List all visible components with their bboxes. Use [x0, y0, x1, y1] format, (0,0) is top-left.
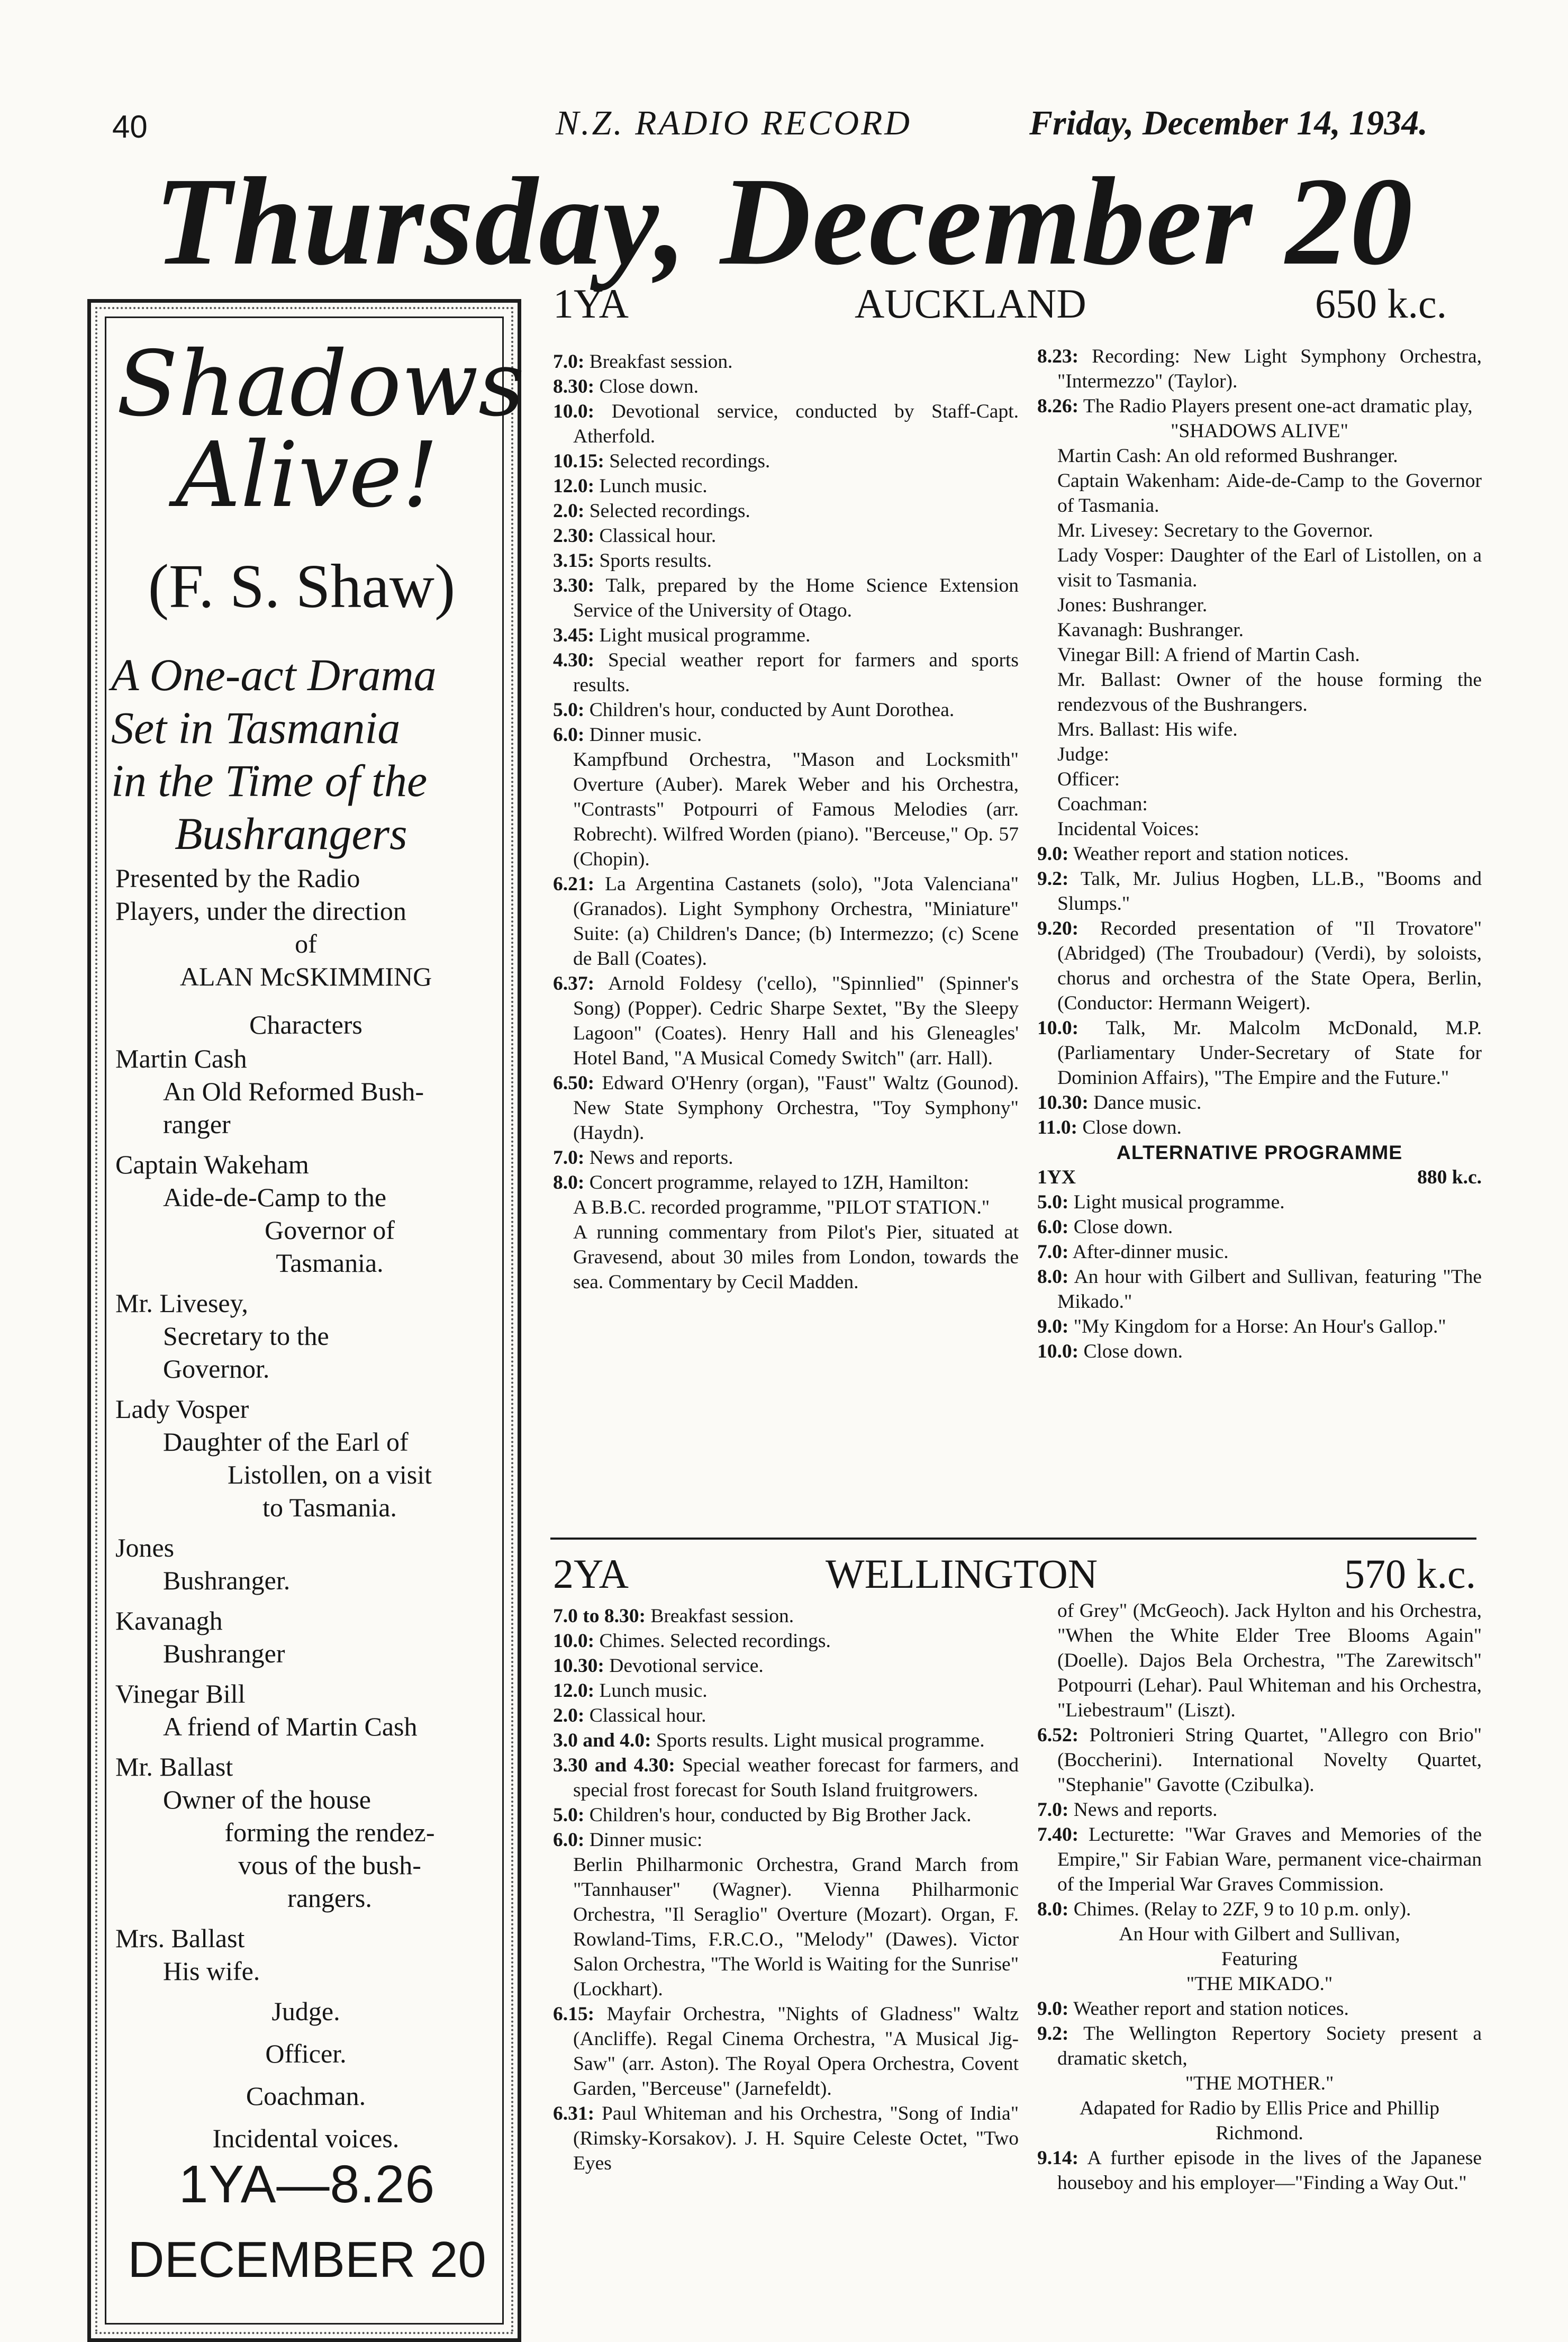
schedule-entry — [1037, 792, 1482, 817]
schedule-time: 7.0 to 8.30: — [553, 1605, 646, 1627]
schedule-time: 12.0: — [553, 1680, 595, 1702]
schedule-text: Breakfast session. — [650, 1605, 794, 1627]
schedule-entry — [553, 548, 1019, 573]
schedule-text: Martin Cash: An old reformed Bushranger. — [1057, 445, 1398, 467]
character-name: Kavanagh — [115, 1606, 223, 1635]
page-number: 40 — [112, 109, 148, 144]
schedule-time: 6.37: — [553, 973, 595, 994]
schedule-time: 3.30: — [553, 575, 595, 596]
schedule-time: 3.45: — [553, 625, 595, 646]
schedule-text: Close down. — [1083, 1341, 1183, 1362]
schedule-time: 6.0: — [553, 724, 585, 746]
schedule-entry — [553, 399, 1019, 449]
schedule-time: 3.15: — [553, 550, 595, 572]
schedule-entry — [553, 374, 1019, 399]
schedule-centered-line: "THE MOTHER." — [1185, 2073, 1334, 2094]
schedule-text: Close down. — [1082, 1117, 1182, 1138]
alternative-programme-heading: ALTERNATIVE PROGRAMME — [1116, 1141, 1403, 1163]
schedule-time: 8.30: — [553, 376, 595, 397]
schedule-time: 9.14: — [1037, 2147, 1079, 2169]
character-name: Vinegar Bill — [115, 1679, 246, 1708]
schedule-text: Classical hour. — [599, 525, 717, 547]
schedule-text: Coachman: — [1057, 793, 1148, 815]
schedule-entry — [553, 1678, 1019, 1703]
schedule-entry — [553, 1828, 1019, 1852]
schedule-entry — [1037, 643, 1482, 667]
schedule-entry — [1037, 543, 1482, 593]
alternative-station-freq: 880 k.c. — [1417, 1167, 1482, 1188]
schedule-entry — [1037, 593, 1482, 618]
schedule-time: 10.30: — [553, 1655, 604, 1677]
schedule-entry — [1037, 2021, 1482, 2071]
character-description: to Tasmania. — [262, 1493, 397, 1522]
schedule-text: A further episode in the lives of the Japanese houseboy and his employer—"Finding a Way Out." — [1057, 2147, 1482, 2194]
character-description: ranger — [163, 1109, 231, 1139]
schedule-entry — [553, 1852, 1019, 2002]
schedule-entry — [553, 698, 1019, 722]
schedule-text: Judge: — [1057, 744, 1109, 765]
schedule-text: Lady Vosper: Daughter of the Earl of Listollen, on a visit to Tasmania. — [1057, 545, 1482, 591]
schedule-time: 8.0: — [1037, 1266, 1069, 1288]
schedule-time: 9.2: — [1037, 868, 1069, 890]
schedule-entry — [553, 1753, 1019, 1803]
character-name: Mrs. Ballast — [115, 1923, 245, 1953]
schedule-time: 5.0: — [553, 1804, 585, 1826]
schedule-time: 3.30 and 4.30: — [553, 1755, 675, 1776]
schedule-1ya-column-2 — [1037, 344, 1482, 1364]
alternative-programme-list — [1037, 1190, 1482, 1364]
schedule-entry — [1037, 1822, 1482, 1897]
character-description: Daughter of the Earl of — [163, 1427, 409, 1457]
schedule-entry — [1037, 444, 1482, 468]
schedule-text: Breakfast session. — [589, 351, 733, 373]
character-name: Martin Cash — [115, 1044, 247, 1073]
schedule-time: 9.0: — [1037, 843, 1069, 865]
schedule-entry — [553, 1803, 1019, 1828]
schedule-entry — [1037, 667, 1482, 717]
character-entry — [115, 1392, 496, 1524]
schedule-text: Special weather forecast for farmers, and special frost forecast for South Island fruitgrowers. — [573, 1755, 1019, 1801]
schedule-time: 6.31: — [553, 2103, 595, 2124]
alternative-station-call: 1YX — [1037, 1167, 1076, 1188]
schedule-time: 9.0: — [1037, 1998, 1069, 2020]
schedule-text: Selected recordings. — [609, 450, 771, 472]
schedule-text: Close down. — [599, 376, 699, 397]
schedule-time: 5.0: — [553, 699, 585, 721]
schedule-centered-line: "SHADOWS ALIVE" — [1171, 420, 1348, 442]
schedule-text: Berlin Philharmonic Orchestra, Grand March from "Tannhauser" (Wagner). Vienna Philharmonic Orchestra, "Il Seraglio" Overture (Mozart). Organ, F. Rowland-Tims, F.R.C.O., "Melody" (Dawes). Victor Salon Orchestra, "The World is Waiting for the Sunrise" (Lockhart). — [573, 1854, 1019, 2000]
schedule-entry — [1037, 866, 1482, 916]
schedule-text: Mayfair Orchestra, "Nights of Gladness" Waltz (Ancliffe). Regal Cinema Orchestra, "A Musical Jig-Saw" (arr. Aston). The Royal Opera Orchestra, Covent Garden, "Berceuse" (Jarnefeldt). — [573, 2003, 1019, 2100]
schedule-text: An hour with Gilbert and Sullivan, featuring "The Mikado." — [1057, 1266, 1482, 1313]
schedule-text: Concert programme, relayed to 1ZH, Hamilton: — [589, 1172, 969, 1193]
character-name: Mr. Ballast — [115, 1752, 233, 1782]
schedule-text: The Wellington Repertory Society present a dramatic sketch, — [1057, 2023, 1482, 2069]
schedule-text: Vinegar Bill: A friend of Martin Cash. — [1057, 644, 1360, 666]
station-call-1ya: 1YA — [553, 281, 629, 327]
schedule-entry — [1037, 916, 1482, 1016]
schedule-2ya-column-1 — [553, 1604, 1019, 2176]
schedule-entry — [1037, 1797, 1482, 1822]
schedule-text: Devotional service. — [609, 1655, 764, 1677]
character-description: His wife. — [163, 1956, 260, 1986]
station-call-2ya: 2YA — [553, 1551, 629, 1597]
character-entry — [115, 1604, 496, 1670]
character-name: Lady Vosper — [115, 1394, 249, 1424]
schedule-text: Paul Whiteman and his Orchestra, "Song of India" (Rimsky-Korsakov). J. H. Squire Celeste Octet, "Two Eyes — [573, 2103, 1019, 2174]
schedule-text: Lunch music. — [599, 1680, 708, 1702]
schedule-entry — [1037, 518, 1482, 543]
schedule-entry — [553, 1728, 1019, 1753]
schedule-text: Arnold Foldesy ('cello), "Spinnlied" (Spinner's Song) (Popper). Cedric Sharpe Sextet, "By the Sleepy Lagoon" (Coates). Henry Hall and his Gleneagles' Hotel Band, "A Musical Comedy Switch" (arr. Hall). — [573, 973, 1019, 1069]
extra-character: Officer. — [265, 2039, 347, 2068]
schedule-time: 6.15: — [553, 2003, 595, 2025]
schedule-time: 7.0: — [1037, 1799, 1069, 1821]
character-description: An Old Reformed Bush- — [163, 1077, 424, 1106]
character-description: Owner of the house — [163, 1785, 371, 1814]
advert-title: Shadows Alive! — [116, 332, 525, 528]
advert-broadcast-time: 1YA—8.26 — [178, 2155, 436, 2214]
character-entry — [115, 1922, 496, 1987]
characters-heading: Characters — [249, 1010, 362, 1039]
schedule-text: News and reports. — [1073, 1799, 1218, 1821]
schedule-entry — [553, 573, 1019, 623]
schedule-time: 6.21: — [553, 873, 595, 895]
schedule-entry — [553, 2101, 1019, 2176]
station-city-wellington: WELLINGTON — [826, 1551, 1098, 1597]
schedule-text: Dinner music: — [589, 1829, 703, 1851]
schedule-time: 10.0: — [1037, 1017, 1079, 1039]
schedule-entry — [553, 1220, 1019, 1295]
schedule-text: Lecturette: "War Graves and Memories of the Empire," Sir Fabian Ware, permanent vice-chairman of the Imperial War Graves Commission. — [1057, 1824, 1482, 1895]
station-freq-2ya: 570 k.c. — [1344, 1551, 1476, 1597]
character-description: Bushranger. — [163, 1566, 291, 1595]
issue-date: Friday, December 14, 1934. — [1029, 104, 1428, 142]
schedule-text: Kampfbund Orchestra, "Mason and Locksmith" Overture (Auber). Marek Weber and his Orchestra, "Contrasts" Potpourri of Famous Melodies (arr. Robrecht). Wilfred Worden (piano). "Berceuse," Op. 57 (Chopin). — [573, 749, 1019, 870]
schedule-time: 8.0: — [553, 1172, 585, 1193]
extra-character: Incidental voices. — [212, 2123, 400, 2153]
schedule-entry — [1037, 2146, 1482, 2195]
schedule-text: A running commentary from Pilot's Pier, situated at Gravesend, about 30 miles from London, towards the sea. Commentary by Cecil Madden. — [573, 1222, 1019, 1293]
character-description: Governor of — [265, 1215, 395, 1245]
schedule-entry — [553, 747, 1019, 872]
schedule-text: A B.B.C. recorded programme, "PILOT STATION." — [573, 1197, 990, 1218]
schedule-time: 8.0: — [1037, 1898, 1069, 1920]
schedule-entry — [553, 499, 1019, 523]
schedule-entry — [553, 722, 1019, 747]
schedule-entry — [1037, 717, 1482, 742]
schedule-text: Captain Wakenham: Aide-de-Camp to the Governor of Tasmania. — [1057, 470, 1482, 517]
character-entry — [115, 1042, 496, 1141]
schedule-time: 4.30: — [553, 649, 595, 671]
schedule-time: 3.0 and 4.0: — [553, 1730, 651, 1751]
schedule-entry — [553, 648, 1019, 698]
schedule-text: Children's hour, conducted by Big Brother Jack. — [589, 1804, 972, 1826]
schedule-time: 10.0: — [553, 401, 595, 422]
schedule-text: Poltronieri String Quartet, "Allegro con Brio" (Boccherini). International Novelty Quartet, "Stephanie" Gavotte (Czibulka). — [1057, 1724, 1482, 1796]
schedule-entry — [553, 523, 1019, 548]
schedule-centered-line: An Hour with Gilbert and Sullivan, — [1119, 1923, 1400, 1945]
schedule-text: Classical hour. — [589, 1705, 706, 1726]
section-divider — [550, 1538, 1476, 1540]
schedule-centered-line: Featuring — [1221, 1948, 1298, 1970]
extra-character: Coachman. — [246, 2081, 366, 2111]
schedule-entry — [1037, 1190, 1482, 1215]
schedule-time: 11.0: — [1037, 1117, 1078, 1138]
schedule-text: Weather report and station notices. — [1073, 843, 1349, 865]
publication-name: N.Z. RADIO RECORD — [556, 104, 912, 142]
character-description: Bushranger — [163, 1639, 285, 1668]
schedule-time: 7.0: — [553, 1147, 585, 1169]
schedule-text: Incidental Voices: — [1057, 818, 1200, 840]
schedule-entry — [1037, 1016, 1482, 1090]
advert-presented-by: Presented by the Radio Players, under the direction of ALAN McSKIMMING — [115, 863, 432, 991]
schedule-entry — [1037, 1090, 1482, 1115]
schedule-time: 2.0: — [553, 500, 585, 522]
schedule-text: Dinner music. — [589, 724, 702, 746]
schedule-text: Recording: New Light Symphony Orchestra, "Intermezzo" (Taylor). — [1057, 346, 1482, 392]
character-name: Jones — [115, 1533, 175, 1562]
advert-characters — [115, 1008, 496, 2164]
character-description: Aide-de-Camp to the — [163, 1182, 387, 1212]
schedule-time: 5.0: — [1037, 1191, 1069, 1213]
schedule-text: News and reports. — [589, 1147, 733, 1169]
schedule-entry — [1037, 1314, 1482, 1339]
schedule-time: 10.0: — [553, 1630, 595, 1652]
schedule-text: Sports results. — [599, 550, 712, 572]
schedule-time: 9.2: — [1037, 2023, 1069, 2045]
schedule-time: 6.52: — [1037, 1724, 1079, 1746]
schedule-entry — [1037, 742, 1482, 767]
station-freq-1ya: 650 k.c. — [1315, 281, 1447, 327]
schedule-entry — [1037, 1598, 1482, 1723]
schedule-entry — [553, 1653, 1019, 1678]
character-entry — [115, 1531, 496, 1597]
schedule-entry — [1037, 344, 1482, 394]
schedule-text: Special weather report for farmers and sports results. — [573, 649, 1019, 696]
schedule-entry — [1037, 842, 1482, 866]
schedule-text: Jones: Bushranger. — [1057, 594, 1208, 616]
schedule-entry — [1037, 468, 1482, 518]
advert-author: (F. S. Shaw) — [148, 551, 456, 621]
advert-broadcast-date: DECEMBER 20 — [128, 2231, 486, 2288]
character-description: Tasmania. — [276, 1248, 384, 1278]
schedule-time: 10.30: — [1037, 1092, 1089, 1114]
schedule-entry — [553, 349, 1019, 374]
schedule-text: Selected recordings. — [589, 500, 750, 522]
schedule-entry — [1037, 1897, 1482, 1922]
schedule-text: Kavanagh: Bushranger. — [1057, 619, 1244, 641]
character-description: vous of the bush- — [238, 1850, 421, 1880]
schedule-time: 9.20: — [1037, 918, 1079, 939]
schedule-text: Talk, prepared by the Home Science Extension Service of the University of Otago. — [573, 575, 1019, 621]
schedule-text: "My Kingdom for a Horse: An Hour's Gallop." — [1073, 1316, 1446, 1337]
schedule-entry — [1037, 1339, 1482, 1364]
schedule-text: Chimes. (Relay to 2ZF, 9 to 10 p.m. only). — [1073, 1898, 1411, 1920]
schedule-text: Sports results. Light musical programme. — [656, 1730, 985, 1751]
schedule-text: Dance music. — [1093, 1092, 1202, 1114]
schedule-text: Children's hour, conducted by Aunt Dorothea. — [589, 699, 955, 721]
schedule-time: 7.0: — [1037, 1241, 1069, 1263]
schedule-entry — [1037, 767, 1482, 792]
schedule-centered-line: "THE MIKADO." — [1186, 1973, 1333, 1995]
schedule-time: 10.15: — [553, 450, 604, 472]
character-description: A friend of Martin Cash — [163, 1712, 418, 1741]
schedule-entry — [1037, 394, 1482, 419]
schedule-time: 6.0: — [1037, 1216, 1069, 1238]
schedule-entry — [1037, 1723, 1482, 1797]
extra-character: Judge. — [271, 1996, 340, 2026]
schedule-entry — [1037, 1264, 1482, 1314]
character-description: forming the rendez- — [224, 1817, 435, 1847]
schedule-entry — [553, 1145, 1019, 1170]
schedule-text: Mr. Livesey: Secretary to the Governor. — [1057, 520, 1373, 541]
schedule-time: 8.26: — [1037, 395, 1079, 417]
schedule-time: 7.40: — [1037, 1824, 1079, 1846]
character-name: Captain Wakeham — [115, 1150, 309, 1179]
schedule-entry — [553, 2002, 1019, 2101]
schedule-time: 10.0: — [1037, 1341, 1079, 1362]
schedule-text: Devotional service, conducted by Staff-Capt. Atherfold. — [573, 401, 1019, 447]
schedule-text: Close down. — [1073, 1216, 1173, 1238]
schedule-entry — [1037, 1215, 1482, 1240]
schedule-time: 9.0: — [1037, 1316, 1069, 1337]
character-name: Mr. Livesey, — [115, 1288, 248, 1318]
schedule-time: 2.0: — [553, 1705, 585, 1726]
schedule-time: 7.0: — [553, 351, 585, 373]
alternative-station-row — [1037, 1165, 1482, 1190]
schedule-entry — [553, 872, 1019, 971]
schedule-entry — [553, 1170, 1019, 1195]
day-title: Thursday, December 20 — [154, 152, 1414, 291]
schedule-entry — [553, 971, 1019, 1071]
schedule-entry — [553, 623, 1019, 648]
schedule-entry — [1037, 1996, 1482, 2021]
schedule-entry — [553, 1703, 1019, 1728]
advert-subtitle: A One-act Drama Set in Tasmania in the Time of the Bushrangers — [111, 649, 437, 859]
schedule-time: 6.0: — [553, 1829, 585, 1851]
schedule-entry — [1037, 1115, 1482, 1140]
schedule-entry — [553, 1629, 1019, 1653]
schedule-entry — [553, 1195, 1019, 1220]
character-description: rangers. — [287, 1883, 372, 1913]
character-description: Listollen, on a visit — [227, 1460, 432, 1489]
schedule-1ya-column-1 — [553, 349, 1019, 1295]
schedule-entry — [1037, 1240, 1482, 1264]
schedule-2ya-column-2 — [1037, 1598, 1482, 2195]
schedule-text: Talk, Mr. Julius Hogben, LL.B., "Booms and Slumps." — [1057, 868, 1482, 915]
character-entry — [115, 1677, 496, 1743]
schedule-text: of Grey" (McGeoch). Jack Hylton and his Orchestra, "When the White Elder Tree Blooms Again" (Doelle). Dajos Bela Orchestra, "The Zarewitsch" Potpourri (Lehar). Paul Whiteman and his Orchestra, "Liebestraum" (Liszt). — [1057, 1600, 1482, 1721]
schedule-text: The Radio Players present one-act dramatic play, — [1083, 395, 1473, 417]
schedule-entry — [1037, 618, 1482, 643]
character-entry — [115, 1148, 496, 1279]
schedule-entry — [553, 474, 1019, 499]
schedule-centered-line: Adapated for Radio by Ellis Price and Phillip Richmond. — [1079, 2097, 1440, 2144]
schedule-text: Mrs. Ballast: His wife. — [1057, 719, 1238, 740]
schedule-time: 6.50: — [553, 1072, 595, 1094]
schedule-entry — [553, 1071, 1019, 1145]
schedule-text: Recorded presentation of "Il Trovatore" (Abridged) (The Troubadour) (Verdi), by soloists, chorus and orchestra of the State Opera, Berlin, (Conductor: Hermann Weigert). — [1057, 918, 1482, 1014]
character-description: Governor. — [163, 1354, 270, 1384]
character-entry — [115, 1750, 496, 1914]
schedule-text: After-dinner music. — [1072, 1241, 1229, 1263]
schedule-text: Lunch music. — [599, 475, 708, 497]
schedule-text: Weather report and station notices. — [1073, 1998, 1349, 2020]
character-entry — [115, 1287, 496, 1385]
schedule-text: Talk, Mr. Malcolm McDonald, M.P. (Parliamentary Under-Secretary of State for Dominion Affairs), "The Empire and the Future." — [1057, 1017, 1482, 1089]
schedule-text: Officer: — [1057, 768, 1120, 790]
character-description: Secretary to the — [163, 1321, 329, 1351]
schedule-entry — [553, 449, 1019, 474]
schedule-text: Light musical programme. — [599, 625, 811, 646]
schedule-entry — [1037, 817, 1482, 842]
schedule-time: 2.30: — [553, 525, 595, 547]
schedule-text: Light musical programme. — [1073, 1191, 1285, 1213]
schedule-time: 8.23: — [1037, 346, 1079, 367]
schedule-entry — [553, 1604, 1019, 1629]
schedule-text: La Argentina Castanets (solo), "Jota Valenciana" (Granados). Light Symphony Orchestra, "Miniature" Suite: (a) Children's Dance; (b) Intermezzo; (c) Scene de Ball (Coates). — [573, 873, 1019, 970]
schedule-text: Chimes. Selected recordings. — [599, 1630, 831, 1652]
schedule-time: 12.0: — [553, 475, 595, 497]
station-city-auckland: AUCKLAND — [855, 281, 1086, 327]
schedule-text: Mr. Ballast: Owner of the house forming the rendezvous of the Bushrangers. — [1057, 669, 1482, 716]
schedule-text: Edward O'Henry (organ), "Faust" Waltz (Gounod). New State Symphony Orchestra, "Toy Symphony" (Haydn). — [573, 1072, 1019, 1144]
